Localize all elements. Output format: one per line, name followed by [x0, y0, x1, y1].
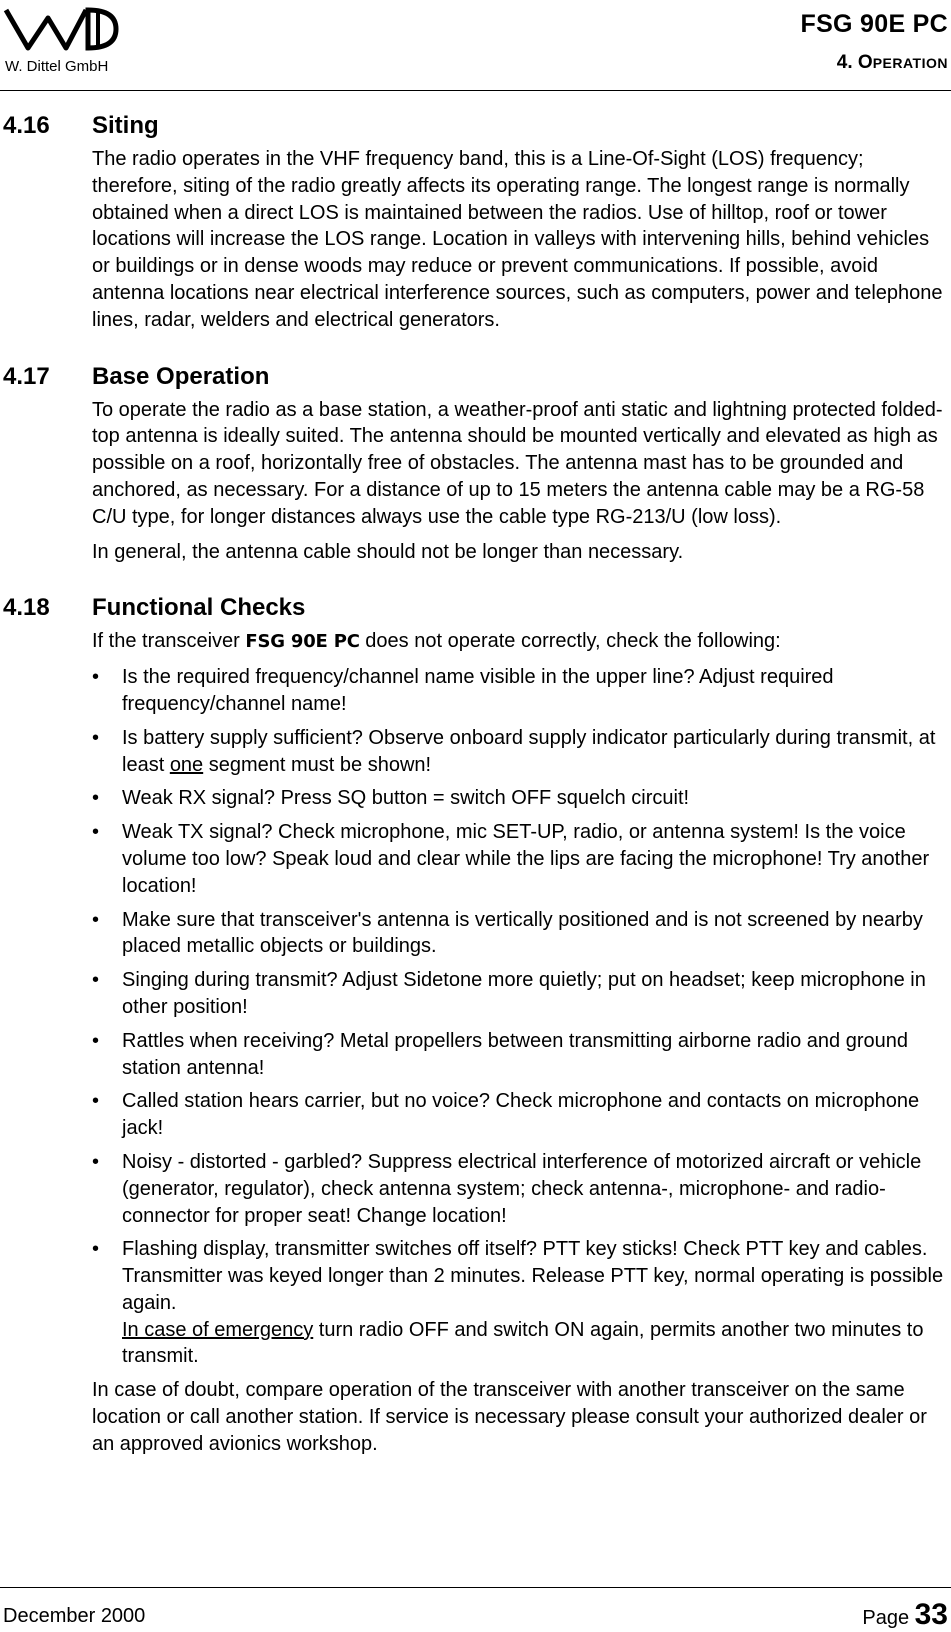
check-item	[0, 1149, 950, 1229]
paragraph: The radio operates in the VHF frequency band, this is a Line-Of-Sight (LOS) frequency; therefore, siting of the radio greatly affects its operating range. The longest range is normally obtained when a direct LOS is maintained between the radios. Use of hilltop, roof or tower locations will increase the LOS range. Location in valleys with intervening hills, behind vehicles or buildings or in dense woods may reduce or prevent communications. If possible, avoid antenna locations near electrical interference sources, such as computers, power and telephone lines, radar, welders and electrical generators.	[92, 148, 943, 331]
section-heading	[0, 112, 951, 146]
footer-date: December 2000	[3, 1605, 146, 1627]
bullet: •	[92, 666, 100, 689]
check-list	[0, 664, 951, 1370]
page-label: Page	[862, 1607, 915, 1629]
bullet: •	[92, 1238, 100, 1261]
product-name: FSG 90E PC	[245, 631, 360, 653]
check-text: Noisy - distorted - garbled? Suppress electrical interference of motorized aircraft or vehicle (generator, regulator), check antenna system; check antenna-, microphone- and radio- connector for proper seat! Change location!	[122, 1150, 922, 1227]
check-text: Flashing display, transmitter switches off itself? PTT key sticks! Check PTT key and cables. Transmitter was keyed longer than 2 minutes. Release PTT key, normal operating is possible again.	[122, 1238, 944, 1314]
check-item	[0, 907, 950, 961]
bullet: •	[92, 1090, 100, 1113]
paragraph: In general, the antenna cable should not be longer than necessary.	[92, 540, 684, 563]
company-logo-icon	[2, 2, 122, 60]
chapter-title	[837, 52, 948, 74]
chapter-number: 4.	[836, 52, 858, 73]
check-item	[0, 1028, 950, 1082]
section-heading	[0, 594, 951, 628]
intro-text: If the transceiver	[92, 630, 246, 653]
check-item	[0, 1088, 950, 1142]
check-item	[0, 1236, 950, 1370]
checks-intro	[92, 628, 947, 656]
document-title: FSG 90E PC	[800, 10, 948, 38]
page-header	[0, 0, 951, 92]
bullet: •	[92, 821, 100, 844]
section-number: 4.18	[3, 594, 50, 622]
intro-text: does not operate correctly, check the following:	[359, 630, 781, 653]
check-text: Is battery supply sufficient? Observe onboard supply indicator particularly during transmit, at least	[122, 726, 936, 776]
page-number-value: 33	[914, 1598, 948, 1631]
chapter-rest: PERATION	[872, 55, 948, 71]
check-text: Weak TX signal? Check microphone, mic SET-UP, radio, or antenna system! Is the voice volume too low? Speak loud and clear while the lips are facing the microphone! Try another location!	[122, 821, 930, 897]
section-number: 4.17	[3, 362, 50, 390]
check-text: segment must be shown!	[203, 753, 432, 776]
paragraph: To operate the radio as a base station, a weather-proof anti static and lightning protected folded-top antenna is ideally suited. The antenna should be mounted vertically and elevated as high as possible on a roof, horizontally free of obstacles. The antenna mast has to be grounded and anchored, as necessary. For a distance of up to 15 meters the antenna cable may be a RG-58 C/U type, for longer distances always use the cable type RG-213/U (low loss).	[92, 398, 943, 528]
section-siting	[0, 112, 951, 334]
underlined-phrase: In case of emergency	[122, 1318, 314, 1341]
check-text: Called station hears carrier, but no voice? Check microphone and contacts on microphone jack!	[122, 1090, 920, 1140]
bullet: •	[92, 908, 100, 931]
check-item	[0, 819, 950, 899]
check-item	[0, 785, 950, 812]
page-footer	[0, 1580, 951, 1631]
section-heading	[0, 363, 951, 397]
section-functional-checks	[0, 594, 951, 1457]
check-item	[0, 967, 950, 1021]
page-content	[0, 112, 951, 1458]
closing-paragraph: In case of doubt, compare operation of the transceiver with another transceiver on the same location or call another station. If service is necessary please consult your authorized dealer or an approved avionics workshop.	[92, 1379, 927, 1455]
check-text: turn radio OFF and switch ON again, permits another two minutes to transmit.	[122, 1318, 924, 1368]
check-text: Make sure that transceiver's antenna is vertically positioned and is not screened by nearby placed metallic objects or buildings.	[122, 908, 923, 958]
bullet: •	[92, 1150, 100, 1173]
section-title: Siting	[92, 112, 159, 139]
section-base-operation	[0, 363, 951, 566]
check-text: Singing during transmit? Adjust Sidetone more quietly; put on headset; keep microphone in other position!	[122, 969, 926, 1018]
bullet: •	[92, 787, 100, 810]
header-divider	[0, 90, 951, 91]
underlined-word: one	[169, 753, 204, 776]
bullet: •	[92, 969, 100, 992]
check-text: Weak RX signal? Press SQ button = switch OFF squelch circuit!	[122, 787, 690, 810]
bullet: •	[92, 1029, 100, 1052]
section-number: 4.16	[3, 112, 50, 139]
check-text: Rattles when receiving? Metal propellers between transmitting airborne radio and ground station antenna!	[122, 1029, 908, 1079]
check-text: Is the required frequency/channel name visible in the upper line? Adjust required frequency/channel name!	[122, 666, 834, 715]
page-number	[862, 1598, 948, 1632]
company-name: W. Dittel GmbH	[5, 58, 109, 75]
bullet: •	[92, 726, 100, 749]
chapter-initial: O	[857, 52, 873, 73]
footer-divider	[0, 1587, 951, 1588]
check-item	[0, 664, 950, 718]
section-title: Base Operation	[92, 362, 270, 390]
check-item	[0, 725, 950, 779]
section-title: Functional Checks	[92, 594, 306, 622]
